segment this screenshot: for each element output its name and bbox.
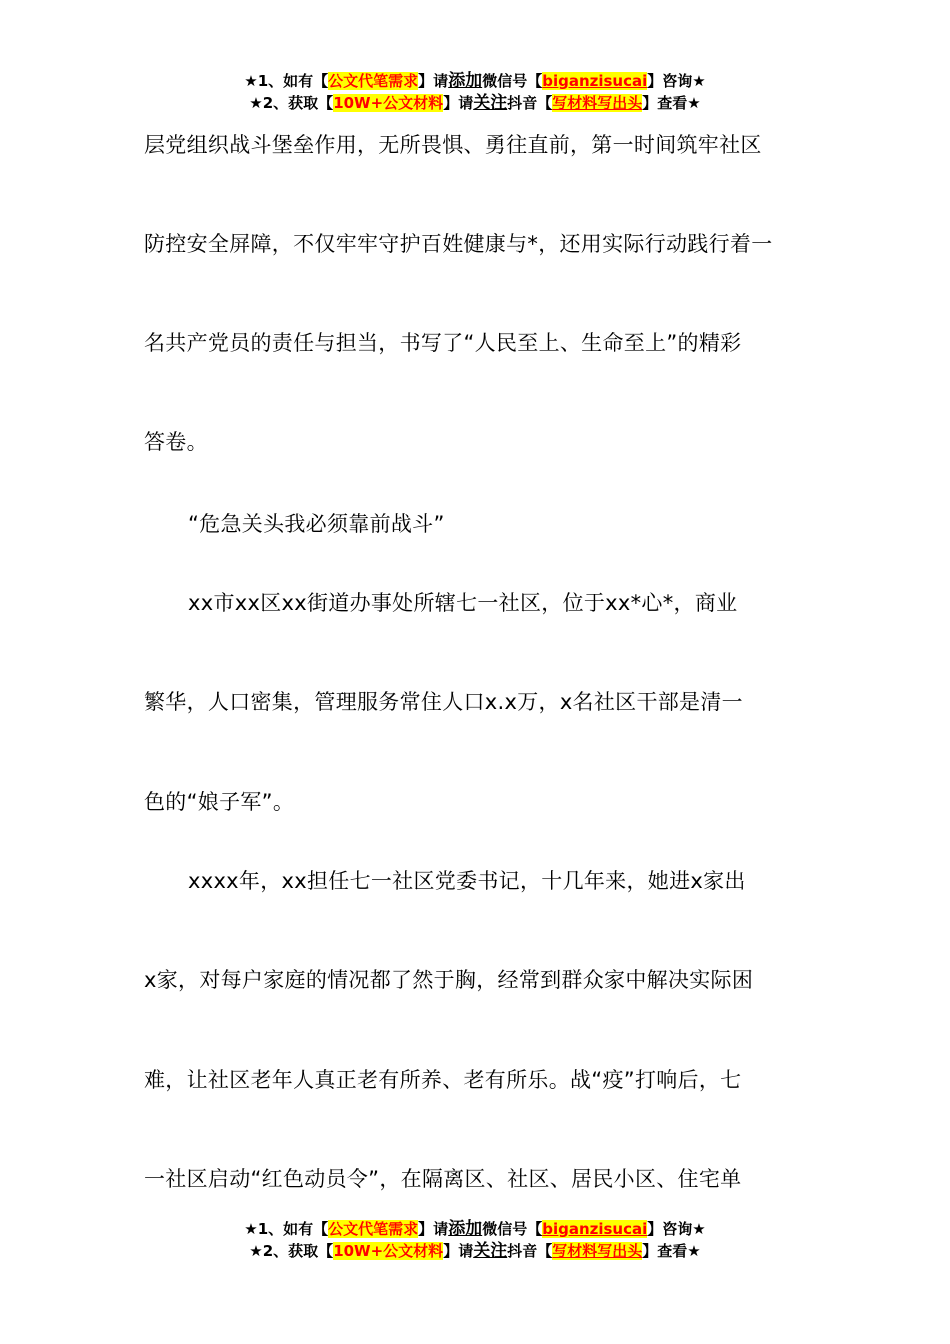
banner-text: 抖音【: [507, 1242, 553, 1260]
emphasis-add: 添加: [448, 71, 483, 91]
highlight-service: 公文代笔需求: [328, 72, 419, 90]
section-heading: “危急关头我必须靠前战斗”: [188, 512, 445, 536]
banner-text: ★2、获取【: [249, 94, 334, 112]
banner-text: 微信号【: [482, 72, 543, 90]
banner-text: 】请: [443, 1242, 474, 1260]
banner-text: 】查看★: [642, 94, 701, 112]
banner-text: 抖音【: [507, 94, 553, 112]
banner-line-2: [0, 1240, 950, 1262]
paragraph-line: 层党组织战斗堡垒作用，无所畏惧、勇往直前，第一时间筑牢社区: [144, 133, 762, 157]
banner-text: 】请: [418, 72, 449, 90]
highlight-service: 公文代笔需求: [328, 1220, 419, 1238]
paragraph-line: 难，让社区老年人真正老有所养、老有所乐。战“疫”打响后，七: [144, 1068, 742, 1092]
header-banner: [0, 70, 950, 114]
banner-text: ★1、如有【: [244, 1220, 329, 1238]
douyin-account-link[interactable]: 写材料写出头: [552, 1242, 643, 1260]
paragraph-line: 名共产党员的责任与担当，书写了“人民至上、生命至上”的精彩: [144, 331, 742, 355]
paragraph-line: 答卷。: [144, 430, 208, 454]
banner-text: 微信号【: [482, 1220, 543, 1238]
banner-text: 】查看★: [642, 1242, 701, 1260]
banner-line-1: [0, 1218, 950, 1240]
banner-text: ★2、获取【: [249, 1242, 334, 1260]
emphasis-follow: 关注: [473, 1241, 508, 1261]
banner-line-1: [0, 70, 950, 92]
wechat-id-link[interactable]: biganzisucai: [542, 72, 648, 90]
paragraph-line: xx市xx区xx街道办事处所辖七一社区，位于xx*心*，商业: [188, 591, 738, 615]
wechat-id-link[interactable]: biganzisucai: [542, 1220, 648, 1238]
douyin-account-link[interactable]: 写材料写出头: [552, 94, 643, 112]
paragraph-line: xxxx年，xx担任七一社区党委书记，十几年来，她进x家出: [188, 869, 746, 893]
paragraph-line: 色的“娘子军”。: [144, 790, 295, 814]
banner-text: 】咨询★: [647, 1220, 706, 1238]
banner-text: 】请: [443, 94, 474, 112]
banner-text: 】咨询★: [647, 72, 706, 90]
banner-line-2: [0, 92, 950, 114]
emphasis-follow: 关注: [473, 93, 508, 113]
paragraph-line: x家，对每户家庭的情况都了然于胸，经常到群众家中解决实际困: [144, 968, 754, 992]
highlight-materials: 10W+公文材料: [333, 1242, 444, 1260]
highlight-materials: 10W+公文材料: [333, 94, 444, 112]
banner-text: 】请: [418, 1220, 449, 1238]
banner-text: ★1、如有【: [244, 72, 329, 90]
paragraph-line: 繁华，人口密集，管理服务常住人口x.x万，x名社区干部是清一: [144, 690, 743, 714]
paragraph-line: 一社区启动“红色动员令”，在隔离区、社区、居民小区、住宅单: [144, 1167, 742, 1191]
emphasis-add: 添加: [448, 1219, 483, 1239]
footer-banner: [0, 1218, 950, 1262]
paragraph-line: 防控安全屏障，不仅牢牢守护百姓健康与*，还用实际行动践行着一: [144, 232, 773, 256]
